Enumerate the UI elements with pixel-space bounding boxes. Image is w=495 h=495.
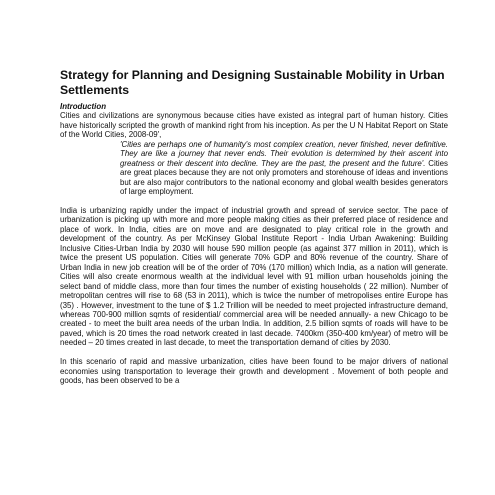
un-habitat-quote — [120, 140, 448, 197]
quote-italic-text: 'Cities are perhaps one of humanity's most complex creation, never finished, never definitive. They are like a journey that never ends. Their evolution is determined by their ascent into greatness or their descent into decline. They are the past, the present and the future'. — [120, 139, 448, 168]
quote-tail-text: Cities are great places because they are not only promoters and storehouse of ideas and inventions but are also major contributors to the national economy and global wealth besides generators of large employment. — [120, 158, 448, 197]
section-heading-introduction: Introduction — [60, 102, 107, 111]
document-title: Strategy for Planning and Designing Sustainable Mobility in Urban Settlements — [60, 68, 445, 97]
paragraph-gap — [60, 197, 448, 206]
intro-paragraph: Cities and civilizations are synonymous because cities have existed as integral part of human history. Cities have historically scripted the growth of mankind right from his inception. As per the U N Habitat Report on State of the World Cities, 2008-09', — [60, 111, 448, 140]
urbanization-paragraph: India is urbanizing rapidly under the impact of industrial growth and spread of service sector. The pace of urbanization is picking up with more and more people making cities as their preferred place of residence and place of work. In India, cities are on move and are designated to play critical role in the growth and development of the country. As per McKinsey Global Institute Report - India Urban Awakening: Building Inclusive Cities-Urban India by 2030 will house 590 million people (as against 377 million in 2011), which is twice the present US population. Cities will generate 70% GDP and 80% revenue of the country. Share of Urban India in new job creation will be of the order of 70% (170 million) which India, as a nation will generate. Cities will also create enormous wealth at the individual level with 91 million urban households joining the select band of middle class, more than four times the number of existing households ( 22 million). Number of metropolitan centres will rise to 68 (53 in 2011), which is twice the number of metropolises entire Europe has (35) . However, investment to the tune of $ 1.2 Trillion will be needed to meet projected infrastructure demand, whereas 700-900 million sqmts of residential/ commercial area will be needed annually- a new Chicago to be created - to meet the built area needs of the urban India. In addition, 2.5 billion sqmts of roads will have to be paved, which is 20 times the road network created in last decade. 7400km (350-400 km/year) of metro will be needed – 20 times created in last decade, to meet the transportation demand of cities by 2030. — [60, 205, 448, 348]
scenario-paragraph: In this scenario of rapid and massive urbanization, cities have been found to be major drivers of national economies using transportation to leverage their growth and development . Movement of both people and goods, has been observed to be a — [60, 357, 448, 386]
document-body — [60, 102, 448, 386]
paragraph-gap — [60, 348, 448, 357]
